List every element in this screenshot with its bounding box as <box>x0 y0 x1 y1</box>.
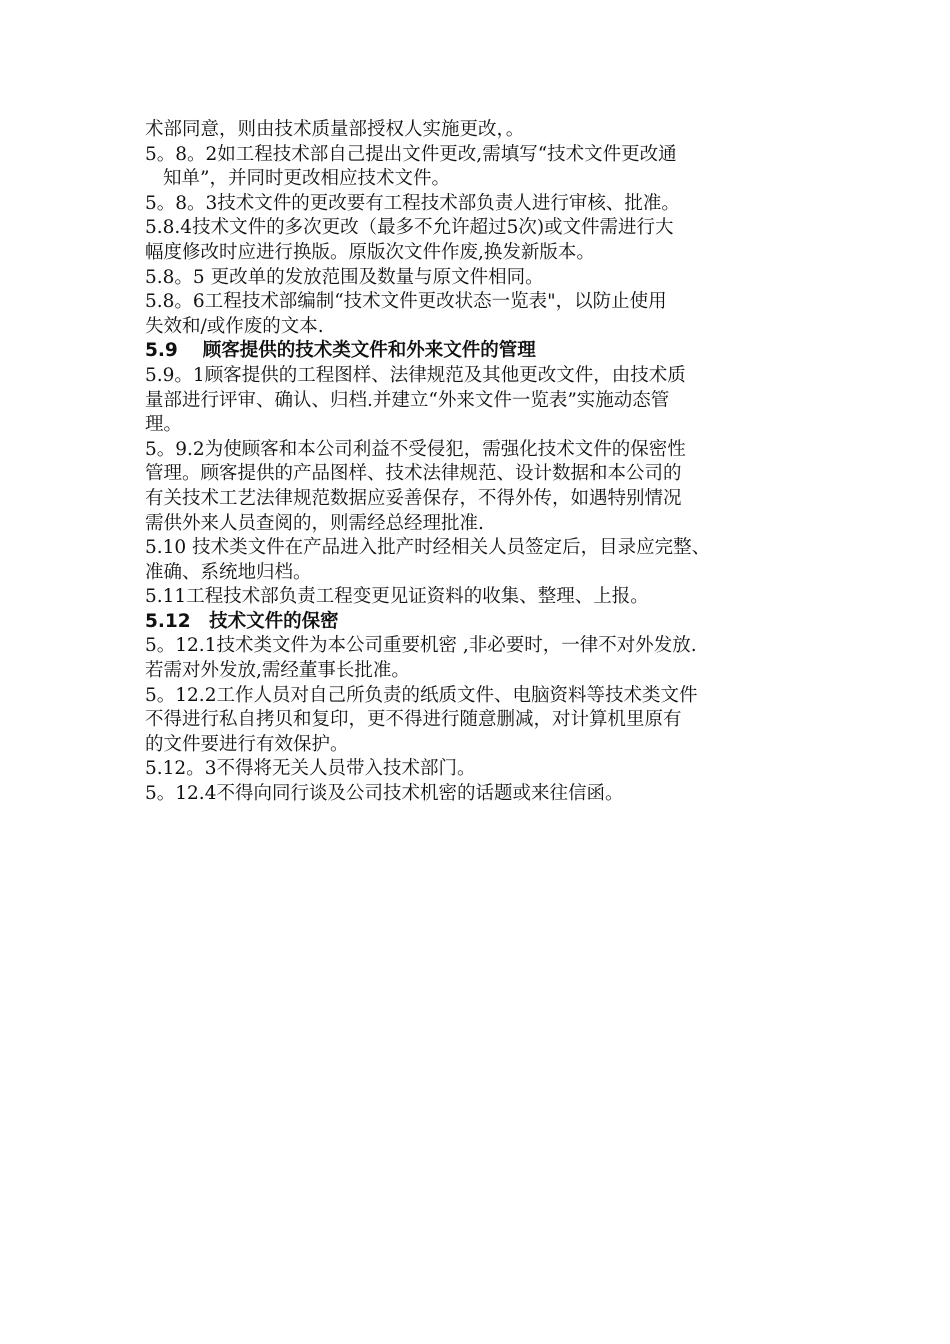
paragraph-line: 术部同意，则由技术质量部授权人实施更改，。 <box>145 119 525 140</box>
paragraph-line: 有关技术工艺法律规范数据应妥善保存，不得外传，如遇特别情况 <box>145 487 682 509</box>
paragraph-line: 失效和/或作废的文本. <box>145 315 324 337</box>
paragraph-line: 5.10 技术类文件在产品进入批产时经相关人员签定后，目录应完整、 <box>145 537 711 559</box>
paragraph-line: 5。9.2为使顾客和本公司利益不受侵犯，需强化技术文件的保密性 <box>145 438 686 460</box>
section-heading-5-9: 5.9 顾客提供的技术类文件和外来文件的管理 <box>145 340 536 362</box>
paragraph-line: 5.12。3不得将无关人员带入技术部门。 <box>145 758 476 780</box>
paragraph-line: 量部进行评审、确认、归档.并建立“外来文件一览表”实施动态管 <box>145 389 670 411</box>
paragraph-line: 5.8.4技术文件的多次更改（最多不允许超过5次)或文件需进行大 <box>145 217 674 239</box>
section-heading-5-12: 5.12 技术文件的保密 <box>145 610 339 632</box>
paragraph-line: 5。12.4不得向同行谈及公司技术机密的话题或来往信函。 <box>145 783 624 805</box>
paragraph-line: 管理。顾客提供的产品图样、技术法律规范、设计数据和本公司的 <box>145 463 682 485</box>
paragraph-line: 若需对外发放,需经董事长批准。 <box>145 660 410 682</box>
paragraph-line: 的文件要进行有效保护。 <box>145 733 349 755</box>
paragraph-line: 5。12.1技术类文件为本公司重要机密 ,非必要时，一律不对外发放. <box>145 635 697 657</box>
paragraph-line: 5.9。1顾客提供的工程图样、法律规范及其他更改文件，由技术质 <box>145 364 686 386</box>
paragraph-line: 需供外来人员查阅的，则需经总经理批准. <box>145 512 484 534</box>
paragraph-line: 5.8。6工程技术部编制“技术文件更改状态一览表"，以防止使用 <box>145 291 667 313</box>
paragraph-line: 不得进行私自拷贝和复印，更不得进行随意删减，对计算机里原有 <box>145 709 682 731</box>
document-body <box>145 118 830 807</box>
paragraph-line: 幅度修改时应进行换版。原版次文件作废,换发新版本。 <box>145 241 595 263</box>
paragraph-line: 准确、系统地归档。 <box>145 561 312 583</box>
paragraph-line: 5.11工程技术部负责工程变更见证资料的收集、整理、上报。 <box>145 586 649 608</box>
paragraph-line: 5。8。2如工程技术部自己提出文件更改,需填写“技术文件更改通 <box>145 143 677 165</box>
paragraph-line: 理。 <box>145 414 183 436</box>
paragraph-line: 5。8。3技术文件的更改要有工程技术部负责人进行审核、批准。 <box>145 192 680 214</box>
paragraph-line: 知单”，并同时更改相应技术文件。 <box>163 168 450 190</box>
paragraph-line: 5.8。5 更改单的发放范围及数量与原文件相同。 <box>145 266 544 288</box>
paragraph-line: 5。12.2工作人员对自己所负责的纸质文件、电脑资料等技术类文件 <box>145 684 698 706</box>
